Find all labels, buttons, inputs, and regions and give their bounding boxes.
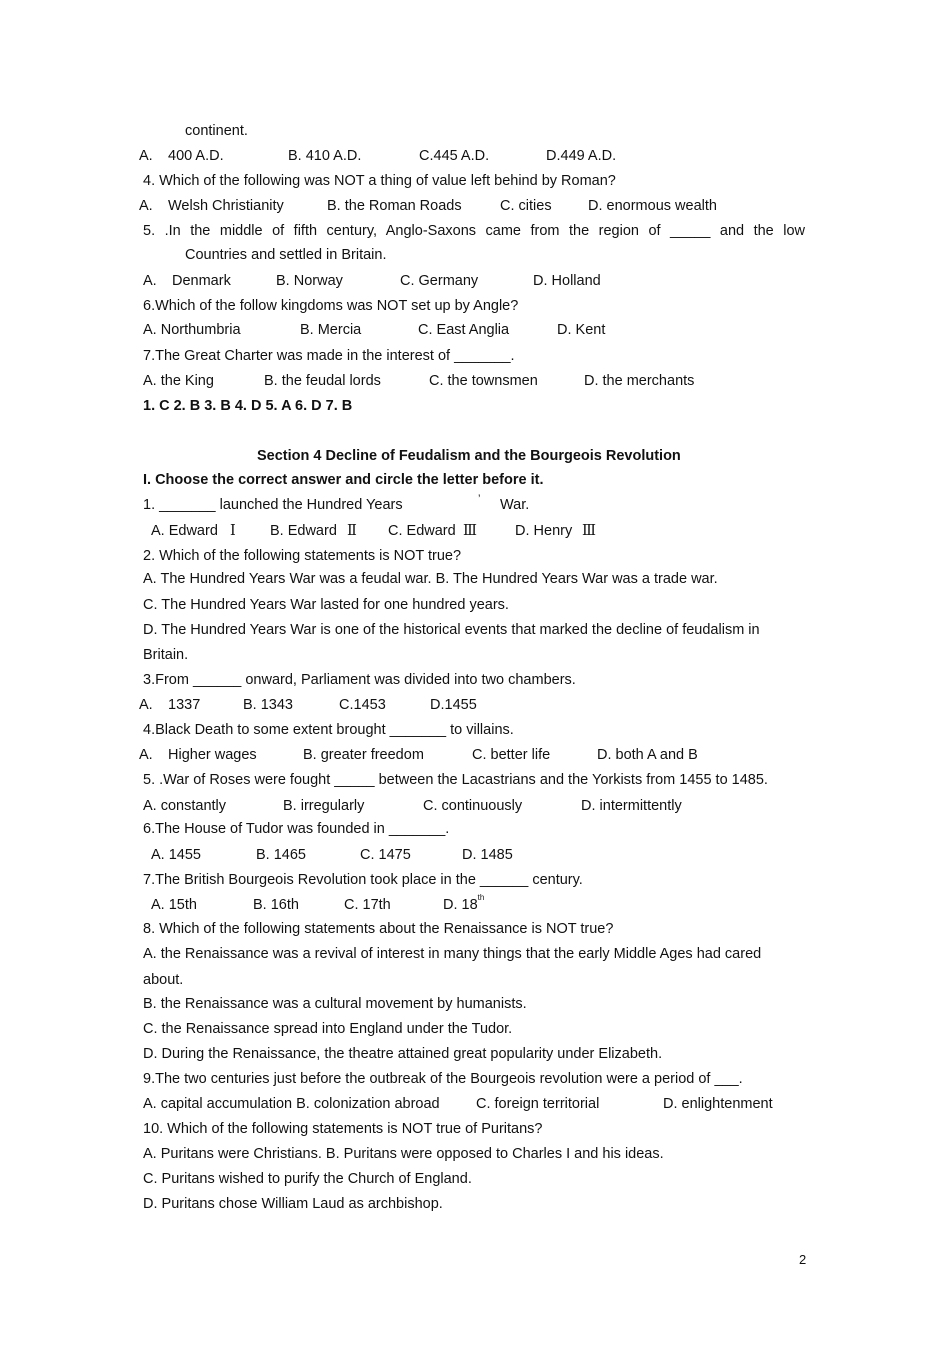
option-b: B. 1343	[243, 697, 293, 713]
option-b: B. the Roman Roads	[327, 198, 462, 214]
option-c: C. East Anglia	[418, 322, 510, 338]
option-c: C. continuously	[423, 798, 523, 814]
s4-question-10-ab: A. Puritans were Christians. B. Puritans were opposed to Charles I and his ideas.	[143, 1146, 664, 1162]
s4-question-2-c: C. The Hundred Years War lasted for one hundred years.	[143, 597, 509, 613]
option-c: C. Edward	[388, 523, 456, 539]
option-a: Higher wages	[168, 747, 257, 763]
option-a-numeral: Ⅰ	[230, 523, 236, 539]
option-b: B. Mercia	[300, 322, 362, 338]
option-d: D. both A and B	[597, 747, 698, 763]
option-d: D. Kent	[557, 322, 606, 338]
question-3-continuation: continent.	[185, 123, 248, 139]
option-a-letter: A.	[139, 148, 153, 164]
s4-question-2-ab: A. The Hundred Years War was a feudal war. B. The Hundred Years War was a trade war.	[143, 571, 718, 587]
question-5-line-1: 5. .In the middle of fifth century, Anglo-Saxons came from the region of _____ and the low	[143, 223, 805, 239]
option-b: B. Norway	[276, 273, 343, 289]
option-a: A. Northumbria	[143, 322, 241, 338]
question-7: 7.The Great Charter was made in the interest of _______.	[143, 348, 515, 364]
option-b: B. the feudal lords	[264, 373, 381, 389]
s4-question-3: 3.From ______ onward, Parliament was divided into two chambers.	[143, 672, 576, 688]
question-6: 6.Which of the follow kingdoms was NOT set up by Angle?	[143, 298, 519, 314]
option-d: D. the merchants	[584, 373, 695, 389]
option-a: A. the King	[143, 373, 214, 389]
s4-question-10: 10. Which of the following statements is NOT true of Puritans?	[143, 1121, 543, 1137]
option-a-letter: A.	[139, 747, 153, 763]
option-a: Welsh Christianity	[168, 198, 284, 214]
s4-question-7: 7.The British Bourgeois Revolution took place in the ______ century.	[143, 872, 583, 888]
s4-question-8-a-line-2: about.	[143, 972, 184, 988]
s4-question-4: 4.Black Death to some extent brought _______ to villains.	[143, 722, 514, 738]
question-1-tail: War.	[500, 497, 530, 513]
option-d: D. enlightenment	[663, 1096, 773, 1112]
s4-question-8-c: C. the Renaissance spread into England under the Tudor.	[143, 1021, 513, 1037]
option-c: C. the townsmen	[429, 373, 538, 389]
option-d-numeral: Ⅲ	[582, 523, 596, 539]
option-d	[443, 893, 485, 914]
option-d: D. 1485	[462, 847, 513, 863]
option-c: C. Germany	[400, 273, 479, 289]
option-c: C.445 A.D.	[419, 148, 490, 164]
answer-key: 1. C 2. B 3. B 4. D 5. A 6. D 7. B	[143, 398, 353, 414]
option-a: A. 15th	[151, 897, 197, 913]
option-c: C. foreign territorial	[476, 1096, 600, 1112]
s4-question-6: 6.The House of Tudor was founded in _______.	[143, 821, 450, 837]
option-d: D. Henry	[515, 523, 573, 539]
option-a-letter: A.	[143, 273, 157, 289]
option-a: 1337	[168, 697, 201, 713]
option-d: D. Holland	[533, 273, 601, 289]
option-b: B. greater freedom	[303, 747, 424, 763]
s4-question-8: 8. Which of the following statements about the Renaissance is NOT true?	[143, 921, 614, 937]
ordinal-suffix: th	[477, 893, 485, 902]
s4-question-8-b: B. the Renaissance was a cultural movement by humanists.	[143, 996, 527, 1012]
option-b: B. 16th	[253, 897, 299, 913]
option-d: D.1455	[430, 697, 477, 713]
option-a: Denmark	[172, 273, 231, 289]
option-a: A. Edward	[151, 523, 218, 539]
option-a-letter: A.	[139, 697, 153, 713]
section-instruction: I. Choose the correct answer and circle the letter before it.	[143, 472, 544, 488]
section-title: Section 4 Decline of Feudalism and the Bourgeois Revolution	[257, 448, 681, 464]
question-1-text: 1. _______ launched the Hundred Years	[143, 497, 403, 513]
option-a: A. 1455	[151, 847, 201, 863]
option-b-numeral: Ⅱ	[347, 523, 357, 539]
option-c: C. 1475	[360, 847, 411, 863]
s4-question-9: 9.The two centuries just before the outbreak of the Bourgeois revolution were a period of ___.	[143, 1071, 743, 1087]
option-c: C. cities	[500, 198, 552, 214]
option-b: B. irregularly	[283, 798, 365, 814]
page-number: 2	[799, 1252, 807, 1267]
option-c: C.1453	[339, 697, 386, 713]
option-d: D. enormous wealth	[588, 198, 717, 214]
option-ab: A. capital accumulation B. colonization abroad	[143, 1096, 440, 1112]
option-d-text: D. 18	[443, 897, 478, 913]
option-d: D.449 A.D.	[546, 148, 617, 164]
apostrophe-mark: ’	[478, 493, 481, 505]
s4-question-2-d-line-1: D. The Hundred Years War is one of the historical events that marked the decline of feudalism in	[143, 622, 760, 638]
option-b: B. 1465	[256, 847, 306, 863]
s4-question-8-d: D. During the Renaissance, the theatre attained great popularity under Elizabeth.	[143, 1046, 663, 1062]
option-b: B. Edward	[270, 523, 337, 539]
question-4: 4. Which of the following was NOT a thing of value left behind by Roman?	[143, 173, 616, 189]
option-a-letter: A.	[139, 198, 153, 214]
option-a: A. constantly	[143, 798, 227, 814]
option-c: C. 17th	[344, 897, 391, 913]
question-5-line-2: Countries and settled in Britain.	[185, 247, 387, 263]
option-d: D. intermittently	[581, 798, 682, 814]
s4-question-2-d-line-2: Britain.	[143, 647, 189, 663]
option-a: 400 A.D.	[168, 148, 224, 164]
s4-question-5: 5. .War of Roses were fought _____ between the Lacastrians and the Yorkists from 1455 to 1485.	[143, 772, 768, 788]
option-b: B. 410 A.D.	[288, 148, 362, 164]
option-c-numeral: Ⅲ	[463, 523, 477, 539]
option-c: C. better life	[472, 747, 551, 763]
s4-question-10-c: C. Puritans wished to purify the Church of England.	[143, 1171, 472, 1187]
s4-question-2: 2. Which of the following statements is NOT true?	[143, 548, 462, 564]
s4-question-10-d: D. Puritans chose William Laud as archbishop.	[143, 1196, 443, 1212]
s4-question-8-a-line-1: A. the Renaissance was a revival of interest in many things that the early Middle Ages had cared	[143, 946, 762, 962]
